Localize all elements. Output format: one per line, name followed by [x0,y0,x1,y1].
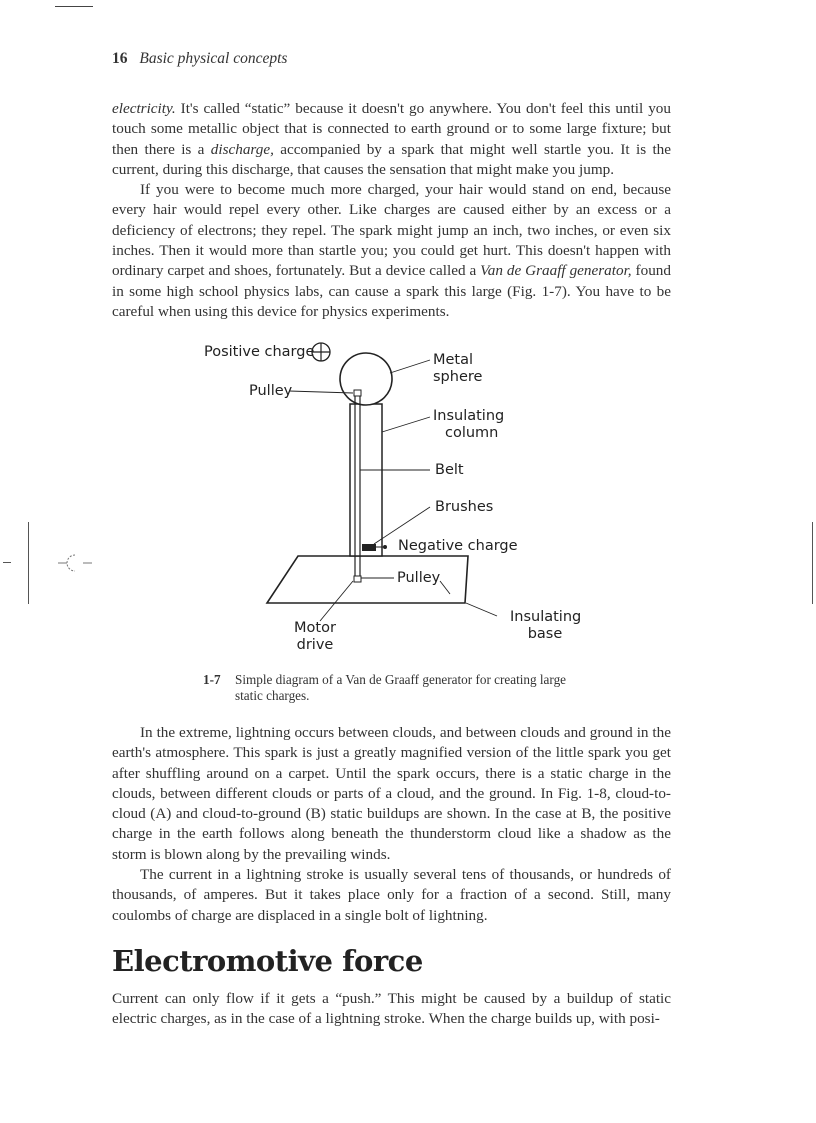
paragraph-2-text-a: If you were to become much more charged, your hair would stand on end, because every hair would repel every other. Like charges are caused either by an excess or a deficiency of electrons; they repel. The spark might jump an inch, two inches, or even six inches. Then it would more than startle you; you could get hurt. This doesn't happen with ordinary carpet and shoes, fortunately. But a device called a [112,181,671,280]
paragraph-5: Current can only flow if it gets a “push.” This might be caused by a buildup of static electric charges, as in the case of a lightning stroke. When the charge builds up, with posi- [112,990,671,1028]
running-title: Basic physical concepts [139,50,288,67]
margin-dash [3,562,11,563]
caption-number: 1-7 [203,672,221,687]
label-insulating-base-2: base [527,626,563,642]
top-rule [55,6,93,7]
paragraph-1-text-a: It's called “static” because it doesn't go anywhere. You don't feel this until you touch some metallic object that is connected to earth ground or to some large fixture; but then there is a [112,100,671,158]
label-pulley-top: Pulley [249,383,293,399]
leader-pulley-to-base [440,581,450,594]
leader-insulating-base [466,603,497,616]
label-drive: drive [296,637,334,653]
caption-text: Simple diagram of a Van de Graaff generator for creating large static charges. [235,672,567,703]
right-margin-bar [812,522,813,604]
figure-van-de-graaff [190,336,610,666]
label-insulating-column-2: column [445,425,499,441]
page-number: 16 [112,50,128,67]
registration-mark [58,552,92,574]
leader-motor-drive [320,581,353,621]
top-pulley-shape [354,390,361,396]
label-belt: Belt [435,462,464,478]
paragraph-2-text-b: found in some high school physics labs, can cause a spark this large (Fig. 1-7). You have to be careful when using this device for physics experiments. [112,262,671,320]
paragraph-1 [112,99,671,180]
section-heading: Electromotive force [112,944,423,978]
label-metal: Metal [433,352,474,368]
label-insulating-column-1: Insulating [433,408,505,424]
label-positive-charge: Positive charge [204,344,315,360]
bottom-text-block [112,723,671,926]
term-electricity: electricity. [112,100,176,117]
top-text-block [112,99,671,322]
label-pulley-bottom: Pulley [397,570,441,586]
paragraph-3: In the extreme, lightning occurs between clouds, and between clouds and ground in the earth's atmosphere. This spark is just a greatly magnified version of the little spark you get after shuffling around on a carpet. Until the spark occurs, there is a static charge in the clouds, between different clouds or parts of a cloud, and the ground. In Fig. 1-8, cloud-to-cloud (A) and cloud-to-ground (B) static buildups are shown. In the case at B, the positive charge in the earth follows along beneath the thunderstorm cloud like a shadow as the storm is blown along by the prevailing winds. [112,724,671,863]
label-insulating-base-1: Insulating [510,609,582,625]
term-discharge: discharge, [210,140,274,158]
label-motor: Motor [294,620,336,636]
running-header [112,50,287,68]
paragraph-2 [112,180,671,322]
term-van-de-graaff: Van de Graaff generator, [480,262,632,280]
metal-sphere-shape [340,353,392,405]
paragraph-4: The current in a lightning stroke is usually several tens of thousands, or hundreds of thousands, of amperes. But it takes place only for a fraction of a second. Still, many coulombs of charge are displaced in a single bolt of lightning. [112,866,671,924]
brushes-shape [362,544,376,551]
label-brushes: Brushes [435,499,494,515]
paragraph-1-text-b: accompanied by a spark that might well startle you. It is the current, during this discharge, that causes the sensation that might make you jump. [112,140,672,178]
left-margin-bar [28,522,29,604]
bottom-pulley-shape [354,576,361,582]
label-negative-charge: Negative charge [398,538,518,554]
label-sphere: sphere [433,369,483,385]
leader-column [382,417,430,432]
leader-metal-sphere [390,360,430,373]
section-text-block [112,989,671,1030]
